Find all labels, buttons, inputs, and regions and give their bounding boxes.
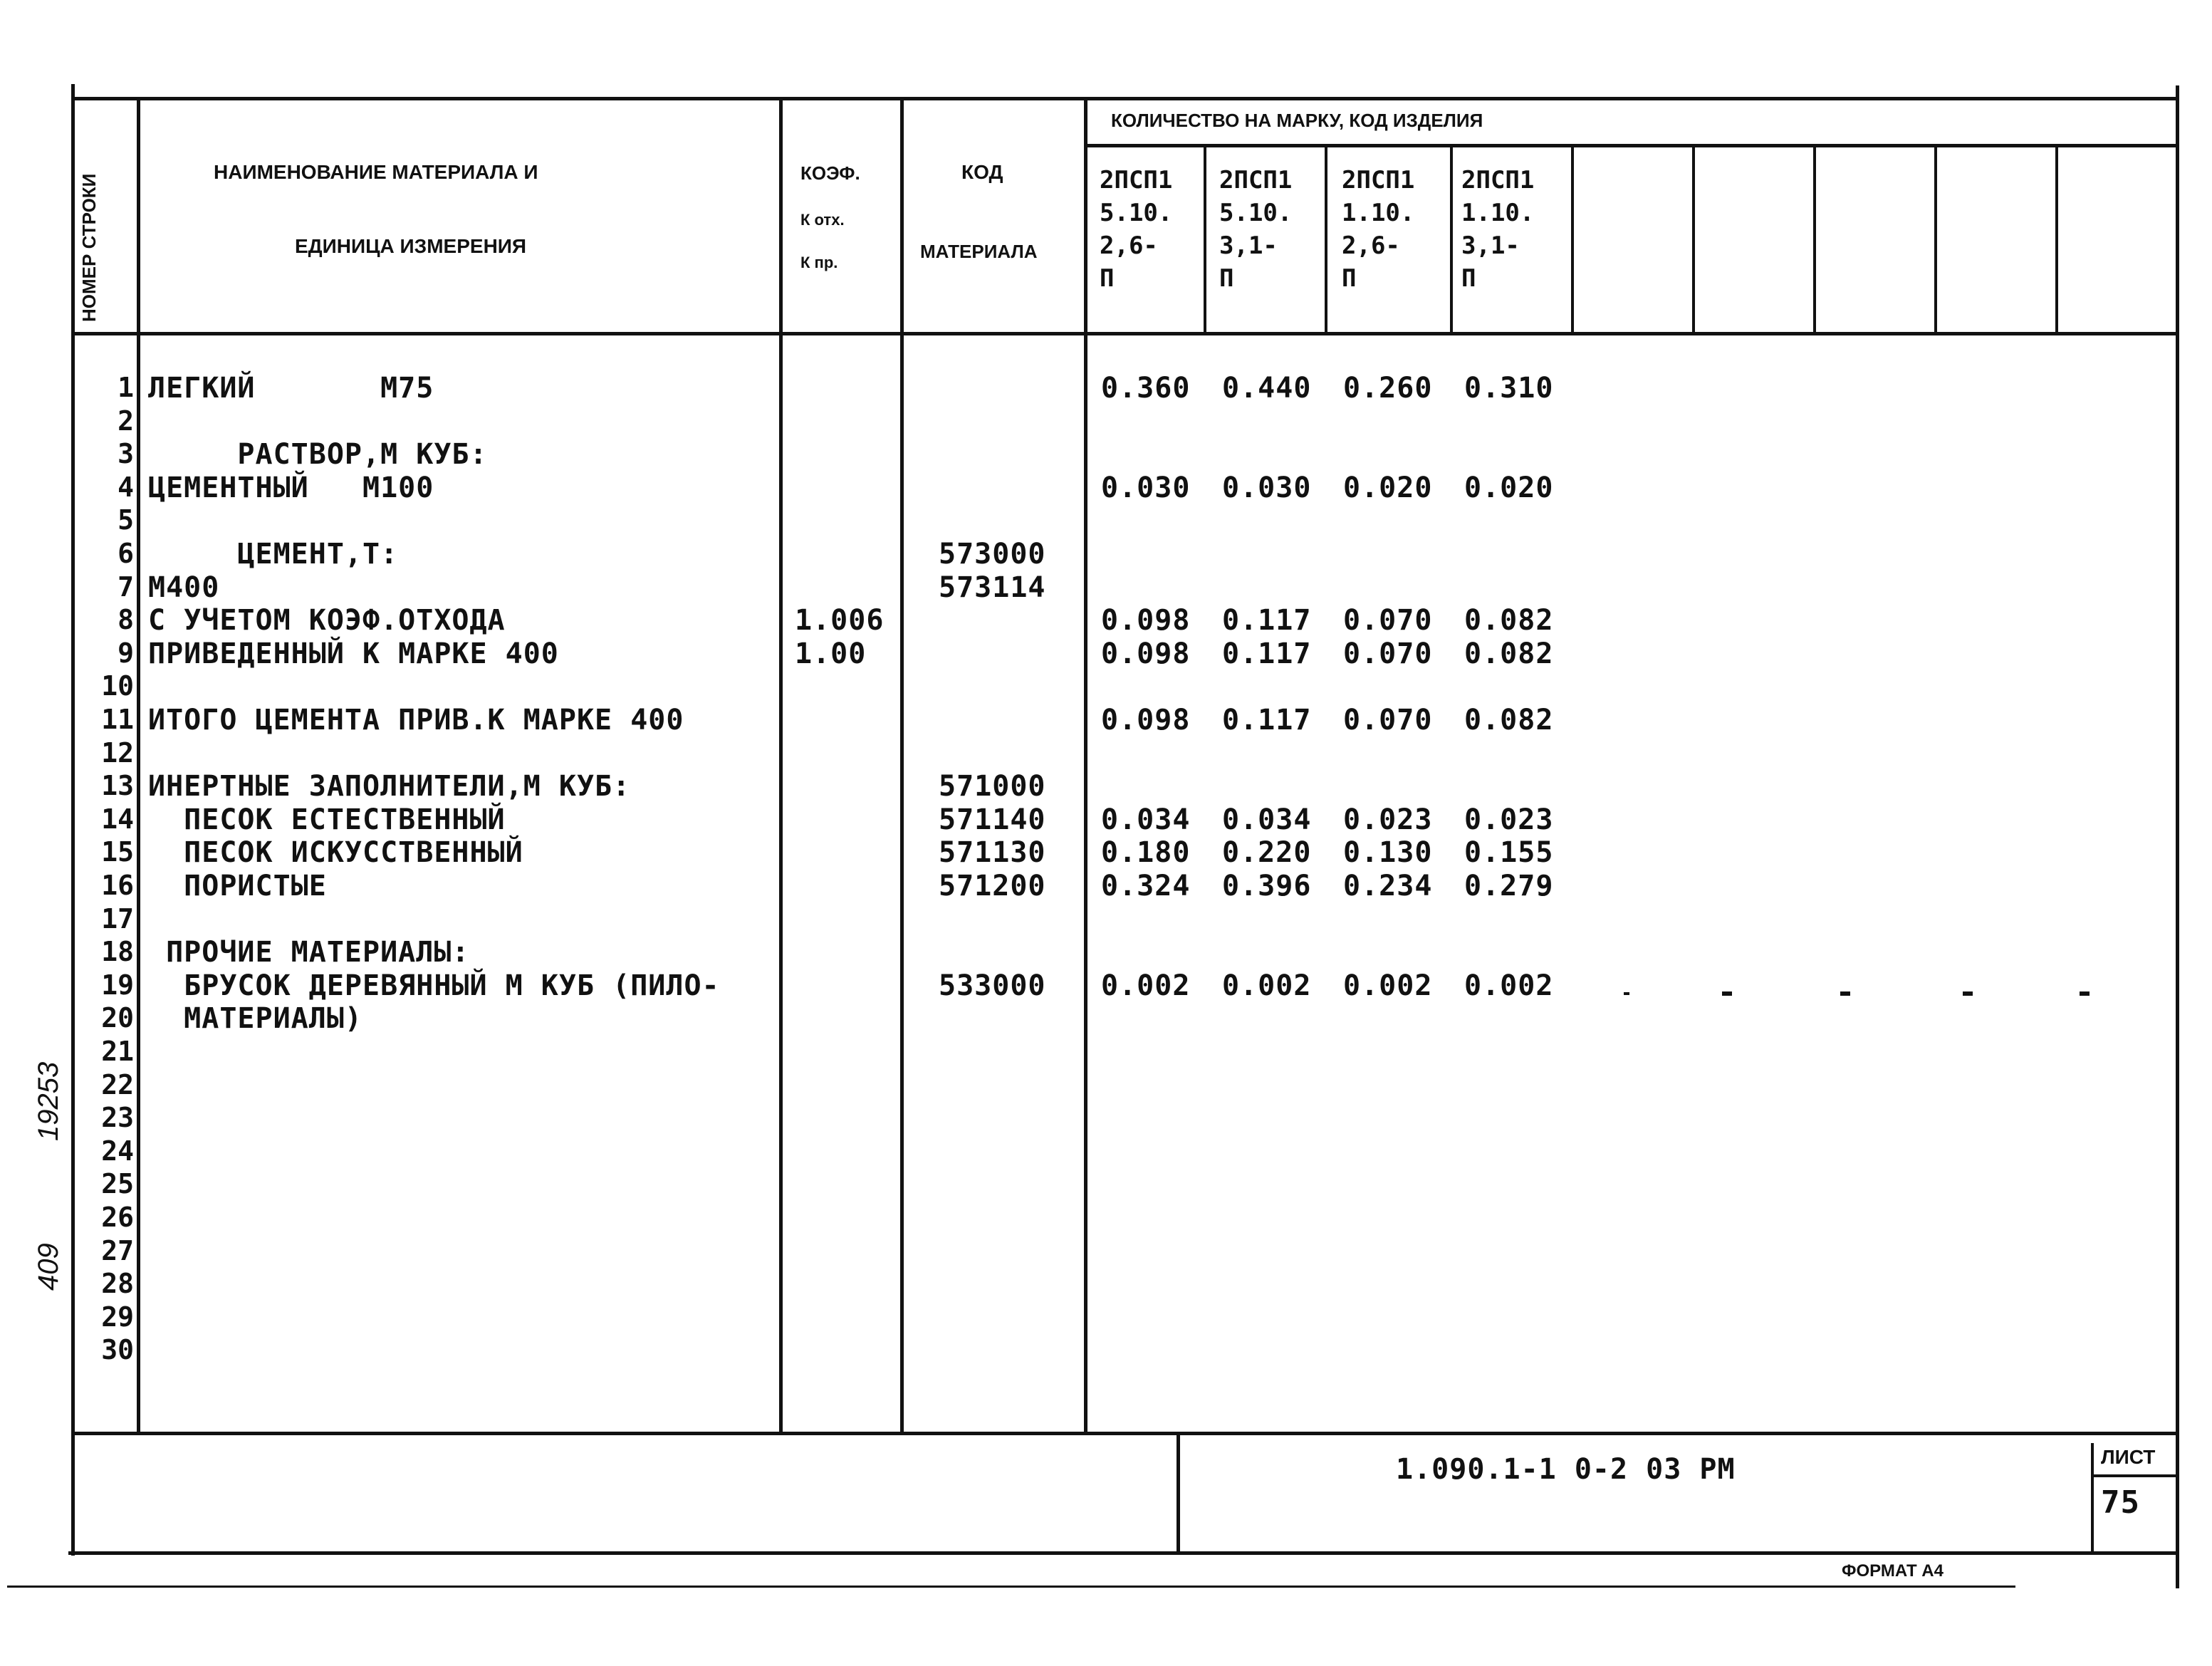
material-name: ПРОЧИЕ МАТЕРИАЛЫ: xyxy=(148,936,470,969)
quantity-cell: 0.310 xyxy=(1464,372,1554,405)
quantity-cell: 0.260 xyxy=(1343,372,1433,405)
frame-table-bottom xyxy=(71,1432,2179,1435)
sheet-number: 75 xyxy=(2101,1484,2140,1521)
quantity-cell: 0.279 xyxy=(1464,870,1554,902)
row-number: 26 xyxy=(101,1202,134,1233)
quantity-cell: 0.155 xyxy=(1464,836,1554,870)
header-material-line2: ЕДИНИЦА ИЗМЕРЕНИЯ xyxy=(295,235,527,257)
material-name: ПЕСОК ЕСТЕСТВЕННЫЙ xyxy=(148,803,506,836)
material-name: ИТОГО ЦЕМЕНТА ПРИВ.К МАРКЕ 400 xyxy=(148,704,684,736)
quantity-cell: 0.070 xyxy=(1343,704,1433,736)
quantity-cell: 0.020 xyxy=(1464,471,1554,504)
header-bottom-rule xyxy=(71,332,2179,335)
quantity-cell: 0.220 xyxy=(1222,836,1312,870)
row-number: 9 xyxy=(118,637,134,669)
header-coef-line3: К пр. xyxy=(800,254,838,271)
dash-mark xyxy=(1963,991,1973,996)
col-divider-code xyxy=(1084,97,1087,1435)
titleblock-divider xyxy=(1177,1432,1180,1554)
quantity-cell: 0.180 xyxy=(1101,836,1191,870)
coefficient: 1.00 xyxy=(795,637,867,670)
mark-header-1: 2ПСП1 5.10. 2,6-П xyxy=(1100,166,1173,293)
mark-header-2: 2ПСП1 5.10. 3,1-П xyxy=(1219,166,1293,293)
quantity-cell: 0.396 xyxy=(1222,870,1312,902)
mark-col-divider xyxy=(2055,144,2058,335)
quantity-cell: 0.023 xyxy=(1464,803,1554,836)
quantity-cell: 0.034 xyxy=(1222,803,1312,836)
sheet-box-rule xyxy=(2091,1474,2179,1477)
quantity-cell: 0.002 xyxy=(1343,969,1433,1002)
dash-mark xyxy=(2080,991,2090,996)
frame-top xyxy=(71,97,2179,100)
material-code: 573114 xyxy=(939,571,1046,604)
row-number: 3 xyxy=(118,438,134,470)
row-number: 5 xyxy=(118,504,134,536)
row-number: 4 xyxy=(118,471,134,503)
quantity-cell: 0.082 xyxy=(1464,704,1554,736)
material-name: М400 xyxy=(148,571,220,604)
header-coef-line1: КОЭФ. xyxy=(800,162,860,184)
quantity-cell: 0.117 xyxy=(1222,604,1312,637)
document-code: 1.090.1-1 0-2 03 РМ xyxy=(1396,1453,1736,1486)
quantity-cell: 0.098 xyxy=(1101,704,1191,736)
material-name: ЦЕМЕНТНЫЙ М100 xyxy=(148,471,434,504)
row-number: 28 xyxy=(101,1268,134,1300)
mark-col-divider xyxy=(1204,144,1206,335)
material-name: С УЧЕТОМ КОЭФ.ОТХОДА xyxy=(148,604,506,637)
header-group-rule xyxy=(1084,144,2179,147)
row-number: 25 xyxy=(101,1168,134,1200)
quantity-cell: 0.098 xyxy=(1101,604,1191,637)
margin-note-page: 409 xyxy=(33,1243,64,1291)
row-number: 22 xyxy=(101,1068,134,1100)
row-number: 7 xyxy=(118,571,134,603)
quantity-cell: 0.002 xyxy=(1101,969,1191,1002)
mark-col-divider xyxy=(1934,144,1937,335)
col-divider-rownum xyxy=(137,97,140,1435)
quantity-cell: 0.030 xyxy=(1222,471,1312,504)
sheet-box-left xyxy=(2091,1443,2094,1554)
row-number: 12 xyxy=(101,736,134,769)
quantity-cell: 0.130 xyxy=(1343,836,1433,870)
row-number: 1 xyxy=(118,372,134,403)
quantity-cell: 0.440 xyxy=(1222,372,1312,405)
coefficient: 1.006 xyxy=(795,604,885,637)
mark-col-divider xyxy=(1692,144,1695,335)
material-code: 571130 xyxy=(939,836,1046,870)
quantity-cell: 0.324 xyxy=(1101,870,1191,902)
material-code: 571200 xyxy=(939,870,1046,902)
header-code-line1: КОД xyxy=(961,161,1003,183)
dash-mark xyxy=(1722,991,1732,996)
frame-left xyxy=(71,84,75,1556)
mark-col-divider xyxy=(1325,144,1327,335)
page-bottom-rule xyxy=(7,1586,2015,1588)
header-quantity-group: КОЛИЧЕСТВО НА МАРКУ, КОД ИЗДЕЛИЯ xyxy=(1111,110,1483,131)
material-name: ИНЕРТНЫЕ ЗАПОЛНИТЕЛИ,М КУБ: xyxy=(148,770,631,803)
header-row-number: НОМЕР СТРОКИ xyxy=(78,173,100,322)
row-number: 19 xyxy=(101,969,134,1001)
material-name: ЦЕМЕНТ,Т: xyxy=(148,538,399,571)
material-name: ПОРИСТЫЕ xyxy=(148,870,327,902)
quantity-cell: 0.002 xyxy=(1222,969,1312,1002)
material-name: БРУСОК ДЕРЕВЯННЫЙ М КУБ (ПИЛО- xyxy=(148,969,720,1002)
quantity-cell: 0.023 xyxy=(1343,803,1433,836)
dash-mark xyxy=(1840,991,1850,996)
quantity-cell: 0.117 xyxy=(1222,704,1312,736)
mark-col-divider xyxy=(1813,144,1816,335)
row-number: 24 xyxy=(101,1135,134,1167)
material-name: МАТЕРИАЛЫ) xyxy=(148,1002,362,1036)
quantity-cell: 0.098 xyxy=(1101,637,1191,670)
quantity-cell: 0.234 xyxy=(1343,870,1433,902)
material-name: РАСТВОР,М КУБ: xyxy=(148,438,488,472)
quantity-cell: 0.082 xyxy=(1464,637,1554,670)
row-number: 2 xyxy=(118,405,134,437)
quantity-cell: 0.030 xyxy=(1101,471,1191,504)
row-number: 15 xyxy=(101,836,134,868)
row-number: 6 xyxy=(118,538,134,569)
quantity-cell: 0.020 xyxy=(1343,471,1433,504)
row-number: 27 xyxy=(101,1234,134,1266)
mark-col-divider xyxy=(1571,144,1574,335)
row-number: 29 xyxy=(101,1301,134,1333)
row-number: 23 xyxy=(101,1102,134,1134)
material-name: ПЕСОК ИСКУССТВЕННЫЙ xyxy=(148,836,523,870)
col-divider-name xyxy=(779,97,783,1435)
row-number: 17 xyxy=(101,902,134,934)
material-code: 573000 xyxy=(939,538,1046,571)
row-number: 20 xyxy=(101,1002,134,1034)
material-name: ЛЕГКИЙ М75 xyxy=(148,372,434,405)
row-number: 21 xyxy=(101,1036,134,1067)
material-name: ПРИВЕДЕННЫЙ К МАРКЕ 400 xyxy=(148,637,559,670)
row-number: 11 xyxy=(101,704,134,735)
quantity-cell: 0.002 xyxy=(1464,969,1554,1002)
quantity-cell: 0.070 xyxy=(1343,604,1433,637)
frame-right xyxy=(2176,85,2179,1588)
quantity-cell: 0.082 xyxy=(1464,604,1554,637)
frame-bottom xyxy=(68,1551,2179,1555)
header-material-line1: НАИМЕНОВАНИЕ МАТЕРИАЛА И xyxy=(214,161,538,183)
mark-col-divider xyxy=(1450,144,1453,335)
quantity-cell: 0.070 xyxy=(1343,637,1433,670)
material-code: 571000 xyxy=(939,770,1046,803)
quantity-cell: 0.034 xyxy=(1101,803,1191,836)
row-number: 8 xyxy=(118,604,134,636)
row-number: 18 xyxy=(101,936,134,968)
header-coef-line2: К отх. xyxy=(800,211,845,229)
sheet-label: ЛИСТ xyxy=(2101,1446,2156,1468)
mark-header-4: 2ПСП1 1.10. 3,1-П xyxy=(1461,166,1535,293)
quantity-cell: 0.360 xyxy=(1101,372,1191,405)
row-number: 13 xyxy=(101,770,134,802)
material-code: 571140 xyxy=(939,803,1046,836)
format-label: ФОРМАТ А4 xyxy=(1842,1561,1944,1581)
row-number: 16 xyxy=(101,870,134,901)
quantity-cell: 0.117 xyxy=(1222,637,1312,670)
dash-mark xyxy=(1624,992,1629,995)
row-number: 30 xyxy=(101,1334,134,1366)
margin-note-archive: 19253 xyxy=(33,1061,64,1141)
header-code-line2: МАТЕРИАЛА xyxy=(920,241,1038,262)
row-number: 10 xyxy=(101,670,134,702)
material-code: 533000 xyxy=(939,969,1046,1002)
mark-header-3: 2ПСП1 1.10. 2,6-П xyxy=(1342,166,1415,293)
col-divider-coef xyxy=(900,97,904,1435)
row-number: 14 xyxy=(101,803,134,835)
